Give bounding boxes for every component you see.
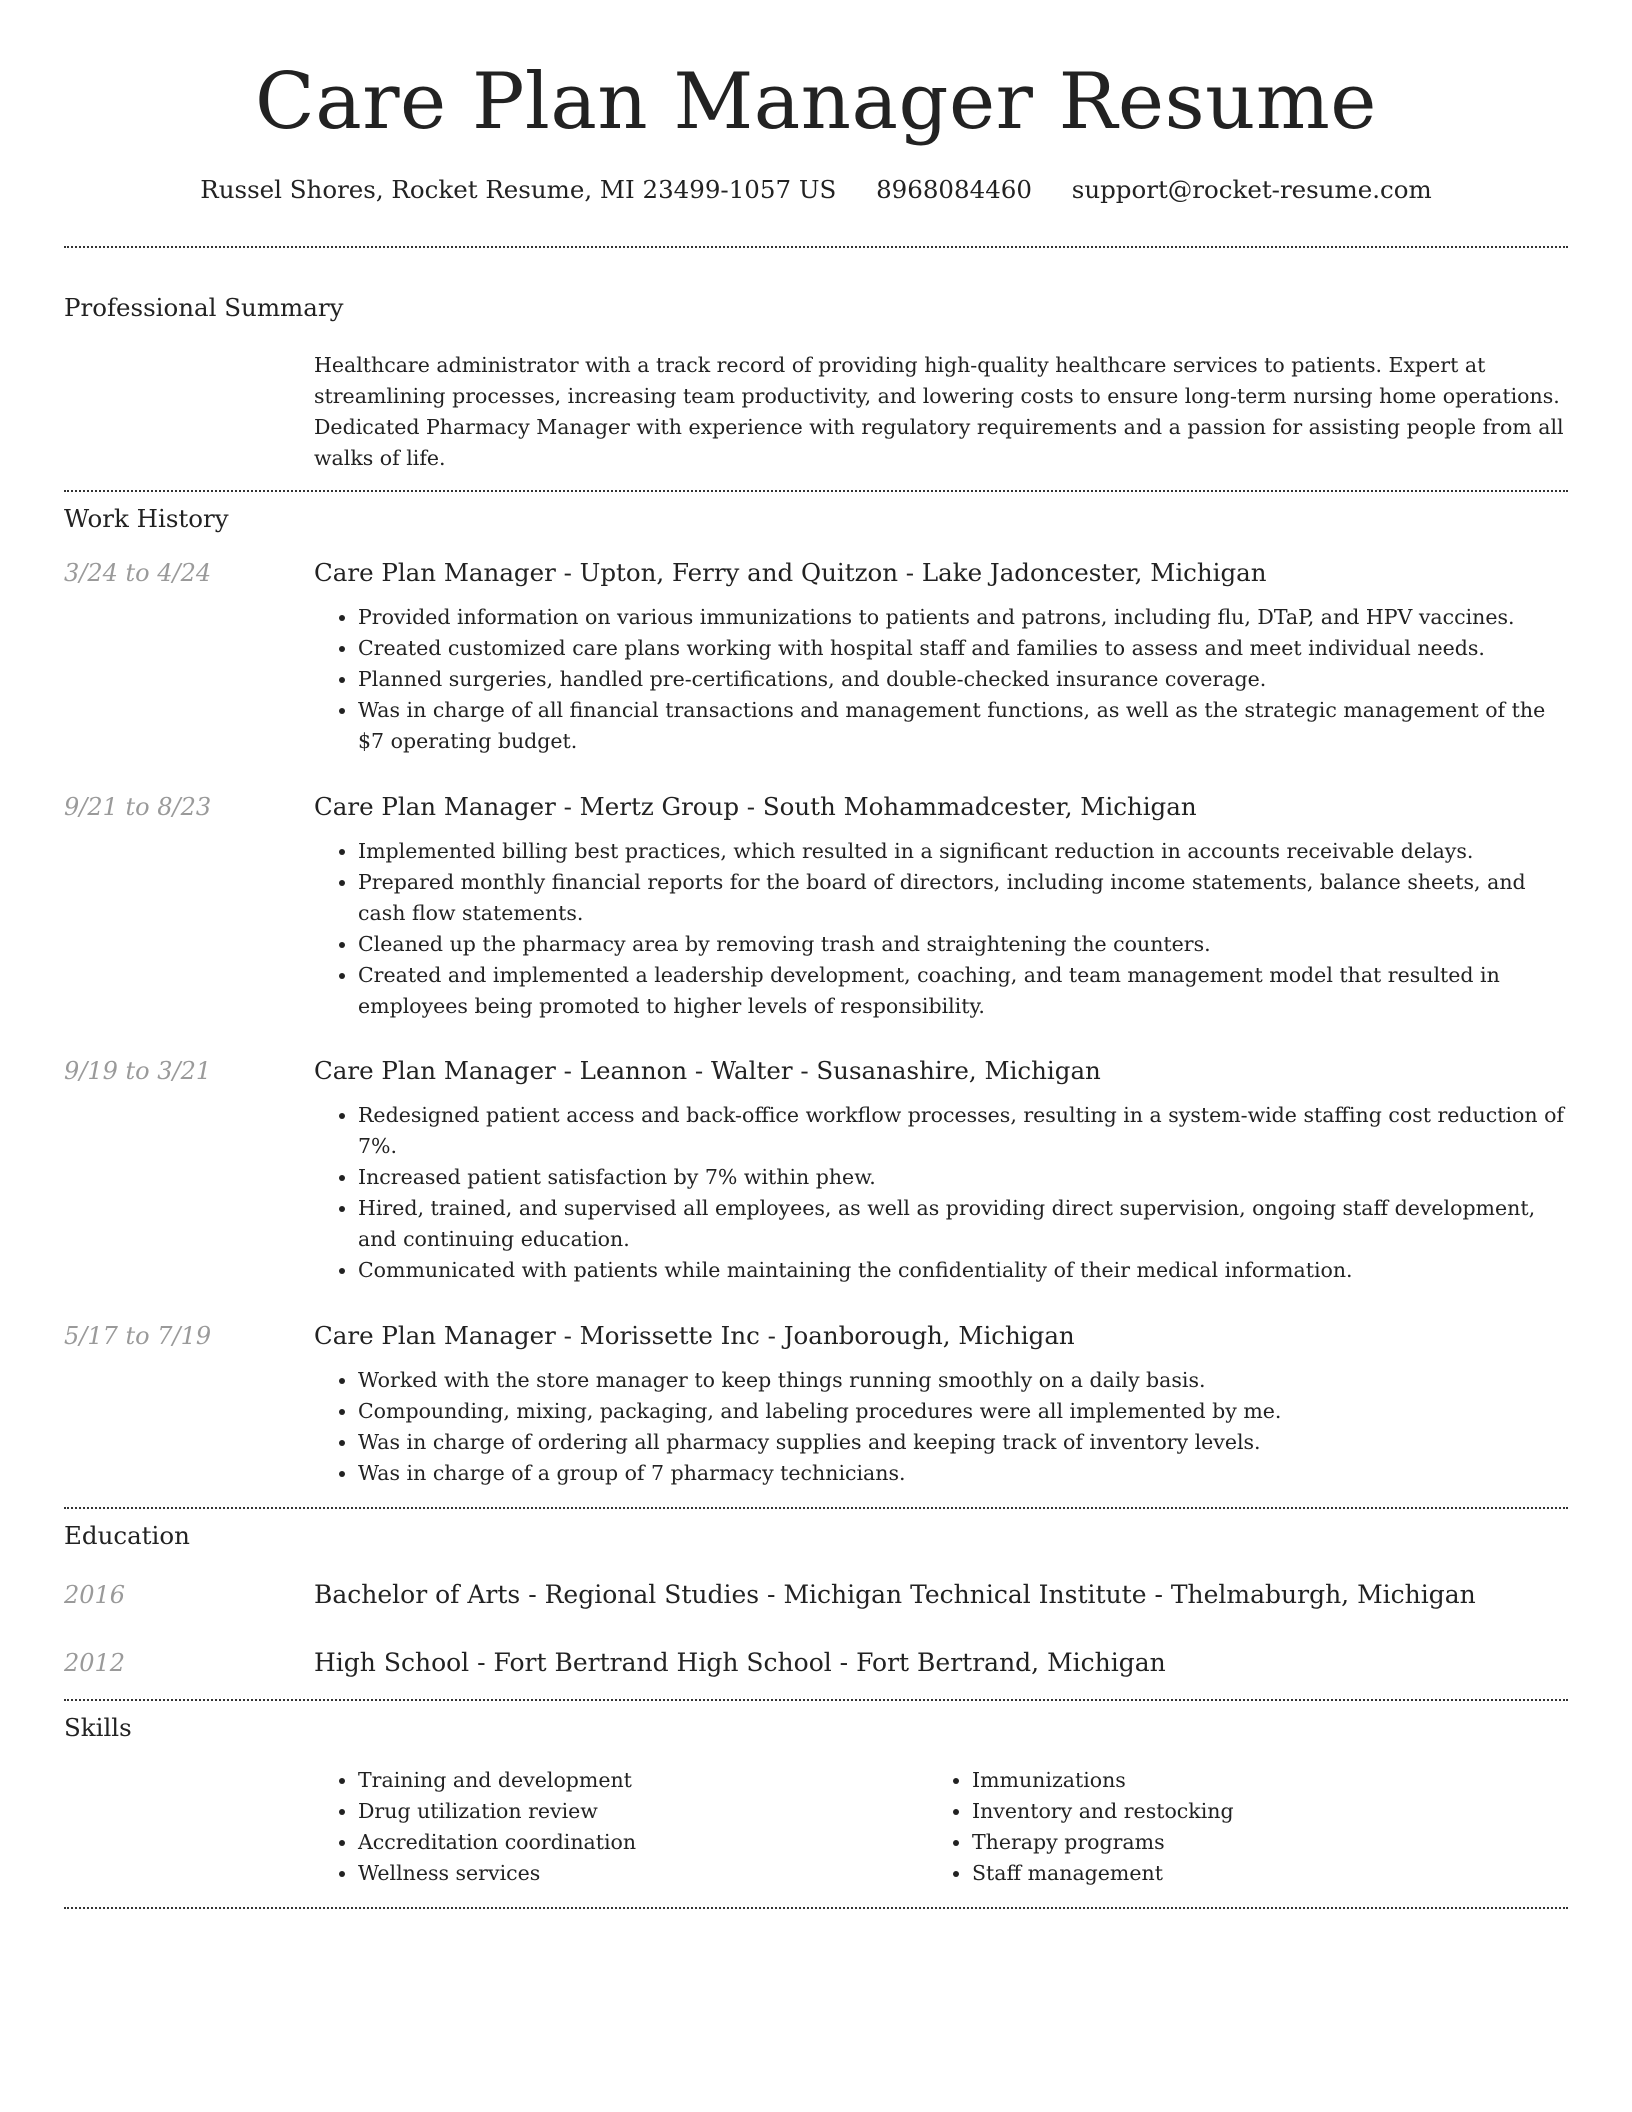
education-title: Bachelor of Arts - Regional Studies - Michigan Technical Institute - Thelmaburgh, Michigan (314, 1580, 1476, 1609)
job-date: 9/19 to 3/21 (64, 1057, 212, 1085)
job-entry (64, 1319, 1568, 1489)
list-item: • Was in charge of a group of 7 pharmacy technicians. (358, 1458, 1568, 1489)
list-item: • Wellness services (358, 1858, 928, 1889)
job-bullets (314, 1100, 1568, 1286)
list-item: • Inventory and restocking (972, 1796, 1542, 1827)
list-item: • Worked with the store manager to keep things running smoothly on a daily basis. (358, 1365, 1568, 1396)
list-item: • Created customized care plans working with hospital staff and families to assess and meet individual needs. (358, 633, 1568, 664)
contact-line (64, 172, 1568, 208)
job-bullets (314, 1365, 1568, 1489)
education-entry (64, 1578, 1568, 1612)
list-item: • Hired, trained, and supervised all employees, as well as providing direct supervision, ongoing staff development, and continuing education. (358, 1193, 1568, 1255)
contact-address: Russel Shores, Rocket Resume, MI 23499-1057 US (200, 175, 837, 204)
job-title: Care Plan Manager - Upton, Ferry and Quitzon - Lake Jadoncester, Michigan (314, 558, 1267, 587)
resume-page (64, 0, 1568, 1909)
list-item: • Created and implemented a leadership development, coaching, and team management model that resulted in employees being promoted to higher levels of responsibility. (358, 960, 1568, 1022)
job-date: 9/21 to 8/23 (64, 793, 212, 821)
list-item: • Therapy programs (972, 1827, 1542, 1858)
divider (64, 246, 1568, 248)
list-item: • Communicated with patients while maintaining the confidentiality of their medical information. (358, 1255, 1568, 1286)
list-item: • Immunizations (972, 1765, 1542, 1796)
list-item: • Redesigned patient access and back-office workflow processes, resulting in a system-wide staffing cost reduction of 7%. (358, 1100, 1568, 1162)
job-title: Care Plan Manager - Morissette Inc - Joanborough, Michigan (314, 1321, 1075, 1350)
job-bullets (314, 836, 1568, 1022)
list-item: • Compounding, mixing, packaging, and labeling procedures were all implemented by me. (358, 1396, 1568, 1427)
skills-column-right (928, 1765, 1542, 1889)
contact-email: support@rocket-resume.com (1071, 175, 1432, 204)
education-date: 2012 (64, 1649, 126, 1677)
job-date: 5/17 to 7/19 (64, 1322, 212, 1350)
list-item: • Provided information on various immunizations to patients and patrons, including flu, DTaP, and HPV vaccines. (358, 602, 1568, 633)
job-bullets (314, 602, 1568, 757)
summary-heading: Professional Summary (64, 293, 344, 322)
list-item: • Drug utilization review (358, 1796, 928, 1827)
work-history-heading: Work History (64, 504, 229, 533)
job-date: 3/24 to 4/24 (64, 559, 212, 587)
list-item: • Accreditation coordination (358, 1827, 928, 1858)
list-item: • Planned surgeries, handled pre-certifications, and double-checked insurance coverage. (358, 664, 1568, 695)
education-entry (64, 1646, 1568, 1680)
job-entry (64, 1054, 1568, 1286)
list-item: • Was in charge of all financial transactions and management functions, as well as the strategic management of the $7 operating budget. (358, 695, 1568, 757)
list-item: • Staff management (972, 1858, 1542, 1889)
page-title: Care Plan Manager Resume (255, 57, 1377, 147)
divider (64, 1907, 1568, 1909)
list-item: • Prepared monthly financial reports for the board of directors, including income statements, balance sheets, and cash flow statements. (358, 867, 1568, 929)
list-item: • Implemented billing best practices, which resulted in a significant reduction in accounts receivable delays. (358, 836, 1568, 867)
list-item: • Increased patient satisfaction by 7% within phew. (358, 1162, 1568, 1193)
skills-column-left (314, 1765, 928, 1889)
job-entry (64, 790, 1568, 1022)
list-item: • Cleaned up the pharmacy area by removing trash and straightening the counters. (358, 929, 1568, 960)
list-item: • Training and development (358, 1765, 928, 1796)
job-title: Care Plan Manager - Leannon - Walter - Susanashire, Michigan (314, 1056, 1101, 1085)
list-item: • Was in charge of ordering all pharmacy supplies and keeping track of inventory levels. (358, 1427, 1568, 1458)
education-heading: Education (64, 1521, 190, 1550)
job-entry (64, 556, 1568, 757)
contact-phone: 8968084460 (876, 175, 1032, 204)
education-title: High School - Fort Bertrand High School - Fort Bertrand, Michigan (314, 1648, 1166, 1677)
summary-text: Healthcare administrator with a track record of providing high-quality healthcare services to patients. Expert at streamlining processes, increasing team productivity, and lowering costs to ensure long-term nursing home operations. Dedicated Pharmacy Manager with experience with regulatory requirements and a passion for assisting people from all walks of life. (314, 353, 1564, 470)
job-title: Care Plan Manager - Mertz Group - South Mohammadcester, Michigan (314, 792, 1197, 821)
skills-list (314, 1765, 1568, 1889)
skills-heading: Skills (64, 1713, 132, 1742)
education-date: 2016 (64, 1581, 126, 1609)
